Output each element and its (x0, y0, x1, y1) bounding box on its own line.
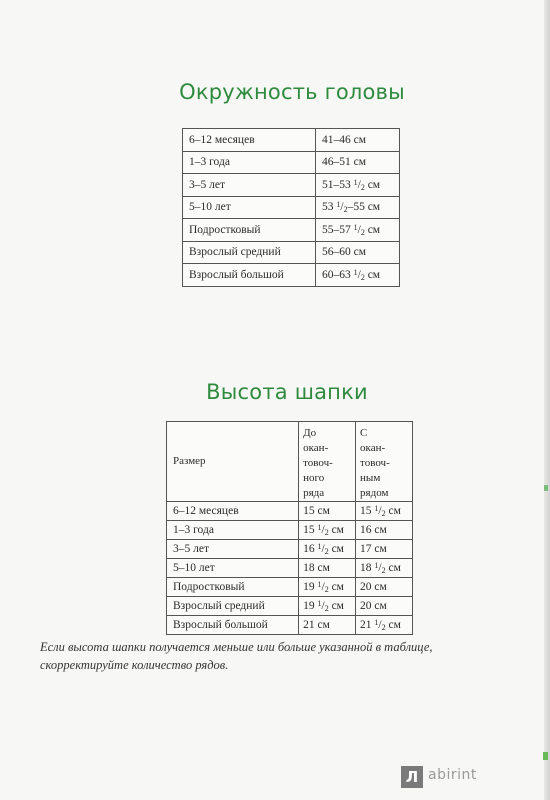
table-row (183, 151, 400, 174)
table-header-row (167, 422, 413, 502)
table-row (183, 241, 400, 264)
circumference-cell: 51–53 $^1$/2 см (316, 174, 400, 197)
height-with-cell: 20 см (356, 578, 413, 597)
circumference-cell: 55–57 $^1$/2 см (316, 219, 400, 242)
height-before-cell: 19 $^1$/2 см (299, 578, 356, 597)
header-with-edge-row: С окан- товоч- ным рядом (356, 422, 413, 502)
head-circumference-table (182, 128, 400, 287)
table-row (183, 219, 400, 242)
height-with-cell: 17 см (356, 540, 413, 559)
size-cell: 6–12 месяцев (183, 129, 316, 152)
header-size: Размер (167, 422, 299, 502)
size-cell: Взрослый средний (183, 241, 316, 264)
table-row (167, 578, 413, 597)
height-with-cell: 18 $^1$/2 см (356, 559, 413, 578)
size-cell: Подростковый (183, 219, 316, 242)
height-with-cell: 15 $^1$/2 см (356, 502, 413, 521)
table-row (183, 264, 400, 287)
hat-height-table (166, 421, 413, 635)
head-circumference-title: Окружность головы (179, 80, 405, 104)
table-row (167, 559, 413, 578)
table-row (167, 521, 413, 540)
height-with-cell: 16 см (356, 521, 413, 540)
green-margin-mark (544, 485, 548, 491)
circumference-cell: 53 $^1$/2–55 см (316, 196, 400, 219)
height-before-cell: 19 $^1$/2 см (299, 597, 356, 616)
size-cell: 5–10 лет (183, 196, 316, 219)
circumference-cell: 56–60 см (316, 241, 400, 264)
green-margin-mark (543, 752, 548, 760)
table-row (183, 129, 400, 152)
size-cell: 5–10 лет (167, 559, 299, 578)
header-before-edge-row: До окан- товоч- ного ряда (299, 422, 356, 502)
height-with-cell: 20 см (356, 597, 413, 616)
labirint-logo: Л (401, 766, 423, 788)
size-cell: Взрослый большой (167, 616, 299, 635)
table-row (167, 597, 413, 616)
size-cell: Взрослый средний (167, 597, 299, 616)
size-cell: 1–3 года (167, 521, 299, 540)
size-cell: 3–5 лет (183, 174, 316, 197)
hat-height-title: Высота шапки (206, 380, 368, 404)
size-cell: Взрослый большой (183, 264, 316, 287)
height-before-cell: 15 $^1$/2 см (299, 521, 356, 540)
height-before-cell: 21 см (299, 616, 356, 635)
height-before-cell: 18 см (299, 559, 356, 578)
labirint-watermark-text: abirint (428, 767, 477, 783)
table-row (167, 502, 413, 521)
height-before-cell: 15 см (299, 502, 356, 521)
note-text: Если высота шапки получается меньше или больше указанной в таблице, скорректируйте количество рядов. (40, 640, 433, 672)
size-cell: 3–5 лет (167, 540, 299, 559)
circumference-cell: 60–63 $^1$/2 см (316, 264, 400, 287)
table-row (167, 540, 413, 559)
circumference-cell: 41–46 см (316, 129, 400, 152)
size-cell: 6–12 месяцев (167, 502, 299, 521)
table-row (183, 174, 400, 197)
height-before-cell: 16 $^1$/2 см (299, 540, 356, 559)
height-with-cell: 21 $^1$/2 см (356, 616, 413, 635)
size-cell: Подростковый (167, 578, 299, 597)
size-cell: 1–3 года (183, 151, 316, 174)
table-row (183, 196, 400, 219)
circumference-cell: 46–51 см (316, 151, 400, 174)
table-row (167, 616, 413, 635)
